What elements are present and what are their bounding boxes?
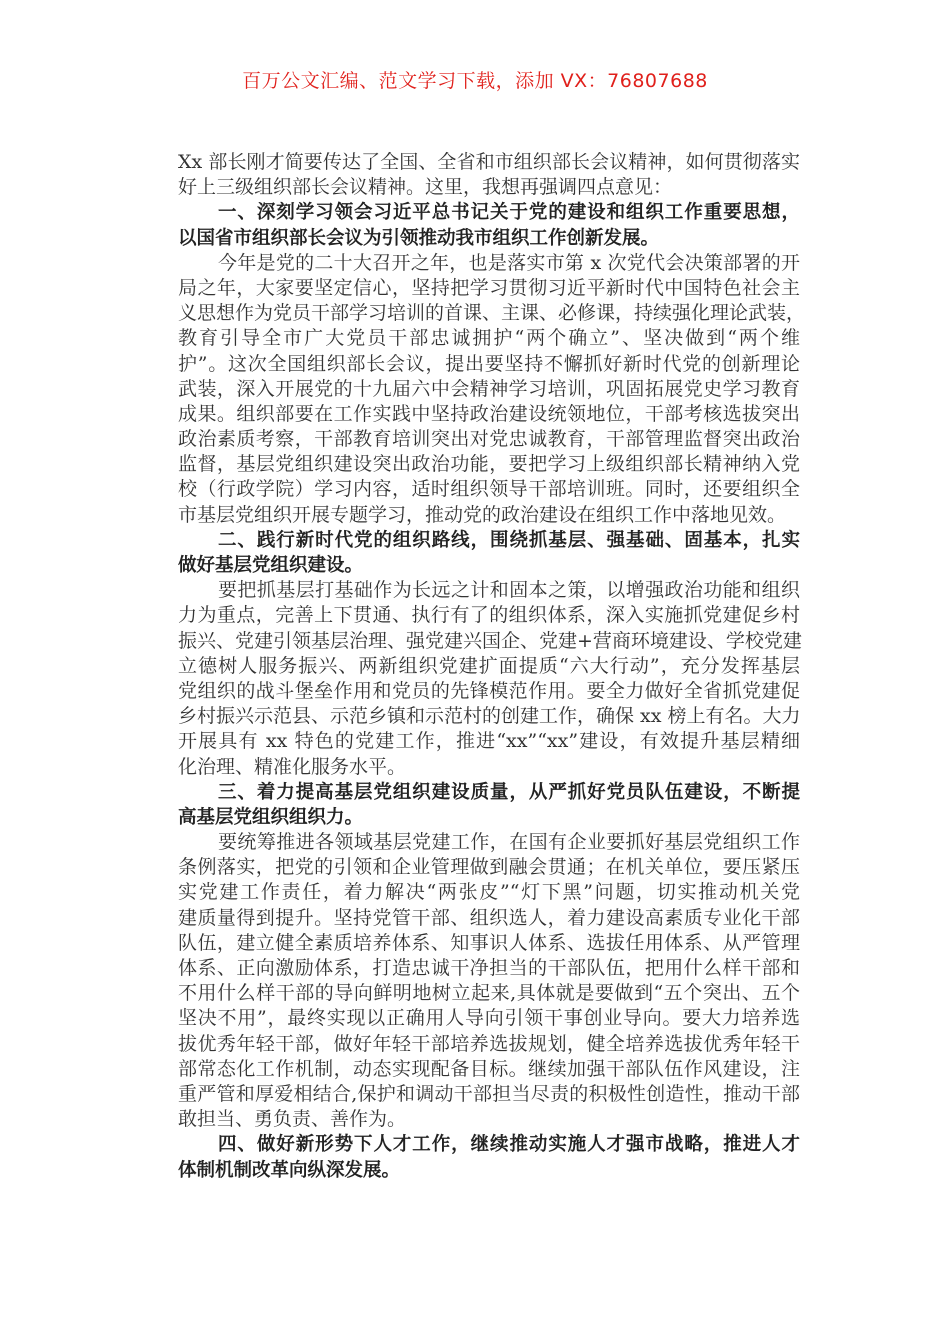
text-line: 重严管和厚爱相结合,保护和调动干部担当尽责的积极性创造性，推动干部 (178, 1082, 800, 1105)
body-paragraph (178, 251, 806, 528)
text-line: 条例落实，把党的引领和企业管理做到融会贯通；在机关单位，要压紧压 (178, 856, 800, 879)
text-line: 武装，深入开展党的十九届六中会精神学习培训，巩固拓展党史学习教育 (178, 377, 800, 400)
text-line: 力为重点，完善上下贯通、执行有了的组织体系，深入实施抓党建促乡村 (178, 604, 800, 627)
section-heading (178, 528, 800, 578)
text-line: 市基层党组织开展专题学习，推动党的政治建设在组织工作中落地见效。 (178, 503, 787, 526)
text-line: 监督，基层党组织建设突出政治功能，要把学习上级组织部长精神纳入党 (178, 453, 800, 476)
section-heading (178, 780, 800, 830)
text-line: 四、做好新形势下人才工作，继续推动实施人才强市战略，推进人才 (218, 1134, 800, 1156)
document-body (178, 150, 806, 1183)
text-line: 要把抓基层打基础作为长远之计和固本之策，以增强政治功能和组织 (218, 579, 800, 602)
body-paragraph (178, 578, 800, 780)
text-line: 坚决不用”，最终实现以正确用人导向引领干事创业导向。要大力培养选 (178, 1007, 800, 1030)
text-line: 今年是党的二十大召开之年，也是落实市第 x 次党代会决策部署的开 (218, 251, 800, 274)
text-line: 教育引导全市广大党员干部忠诚拥护“两个确立”、坚决做到“两个维 (178, 327, 800, 350)
text-line: 开展具有 xx 特色的党建工作，推进“xx”“xx”建设，有效提升基层精细 (178, 730, 800, 753)
text-line: 体制机制改革向纵深发展。 (178, 1159, 401, 1181)
text-line: 要统筹推进各领域基层党建工作，在国有企业要抓好基层党组织工作 (218, 831, 800, 854)
text-line: 局之年，大家要坚定信心，坚持把学习贯彻习近平新时代中国特色社会主 (178, 276, 800, 299)
watermark-header: 百万公文汇编、范文学习下载，添加 VX：76807688 (242, 70, 708, 92)
body-paragraph (178, 830, 800, 1132)
text-line: 乡村振兴示范县、示范乡镇和示范村的创建工作，确保 xx 榜上有名。大力 (178, 705, 801, 728)
text-line: 建质量得到提升。坚持党管干部、组织选人，着力建设高素质专业化干部 (178, 906, 800, 929)
text-line: 敢担当、勇负责、善作为。 (178, 1108, 407, 1131)
section-heading (178, 1132, 800, 1182)
text-line: 好上三级组织部长会议精神。这里，我想再强调四点意见： (178, 176, 673, 199)
text-line: 体系、正向激励体系，打造忠诚干净担当的干部队伍，把用什么样干部和 (178, 957, 800, 979)
text-line: 部常态化工作机制，动态实现配备目标。继续加强干部队伍作风建设，注 (178, 1057, 800, 1080)
text-line: 义思想作为党员干部学习培训的首课、主课、必修课，持续强化理论武装， (178, 302, 806, 325)
text-line: 队伍，建立健全素质培养体系、知事识人体系、选拔任用体系、从严管理 (178, 931, 800, 954)
text-line: 二、践行新时代党的组织路线，围绕抓基层、强基础、固基本，扎实 (218, 529, 800, 551)
text-line: 做好基层党组织建设。 (178, 555, 364, 576)
text-line: 化治理、精准化服务水平。 (178, 755, 407, 778)
text-line: 护”。这次全国组织部长会议，提出要坚持不懈抓好新时代党的创新理论 (178, 352, 800, 375)
text-line: 以国省市组织部长会议为引领推动我市组织工作创新发展。 (178, 227, 660, 249)
text-line: Xx 部长刚才简要传达了全国、全省和市组织部长会议精神，如何贯彻落实 (178, 151, 800, 173)
text-line: 振兴、党建引领基层治理、强党建兴国企、党建+营商环境建设、学校党建 (178, 629, 802, 652)
text-line: 校（行政学院）学习内容，适时组织领导干部培训班。同时，还要组织全 (178, 478, 800, 501)
text-line: 不用什么样干部的导向鲜明地树立起来,具体就是要做到“五个突出、五个 (178, 982, 800, 1005)
text-line: 一、深刻学习领会习近平总书记关于党的建设和组织工作重要思想， (218, 202, 800, 224)
text-line: 立德树人服务振兴、两新组织党建扩面提质“六大行动”，充分发挥基层 (178, 654, 800, 677)
text-line: 高基层党组织组织力。 (178, 806, 364, 828)
text-line: 成果。组织部要在工作实践中坚持政治建设统领地位，干部考核选拔突出 (178, 402, 800, 425)
text-line: 实党建工作责任，着力解决“两张皮”“灯下黑”问题，切实推动机关党 (178, 881, 800, 904)
section-heading (178, 200, 800, 250)
text-line: 政治素质考察，干部教育培训突出对党忠诚教育，干部管理监督突出政治 (178, 428, 800, 451)
body-paragraph (178, 150, 800, 200)
text-line: 拔优秀年轻干部，做好年轻干部培养选拔规划，健全培养选拔优秀年轻干 (178, 1032, 800, 1055)
text-line: 三、着力提高基层党组织建设质量，从严抓好党员队伍建设，不断提 (218, 781, 800, 803)
text-line: 党组织的战斗堡垒作用和党员的先锋模范作用。要全力做好全省抓党建促 (178, 679, 800, 702)
